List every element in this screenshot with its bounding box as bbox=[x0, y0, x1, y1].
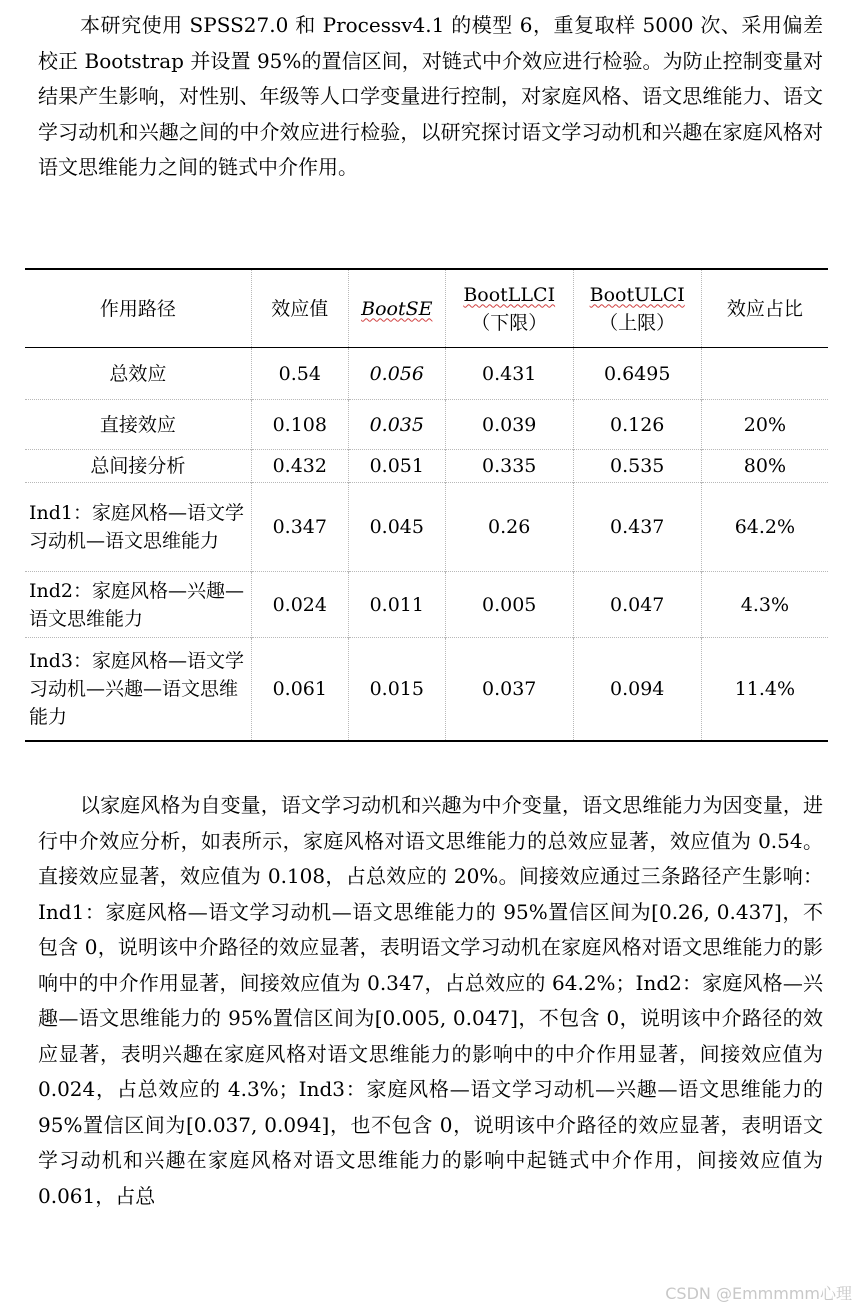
cell-se: 0.035 bbox=[348, 400, 445, 450]
cell-effect: 0.108 bbox=[251, 400, 348, 450]
intro-paragraph: 本研究使用 SPSS27.0 和 Processv4.1 的模型 6，重复取样 5000 次、采用偏差校正 Bootstrap 并设置 95%的置信区间，对链式中介效应进行检验。为防止控制变量对结果产生影响，对性别、年级等人口学变量进行控制，对家庭风格、语文思维能力、语文学习动机和兴趣之间的中介效应进行检验，以研究探讨语文学习动机和兴趣在家庭风格对语文思维能力之间的链式中介作用。 bbox=[38, 13, 823, 179]
table-row bbox=[25, 638, 828, 741]
header-effect: 效应值 bbox=[251, 269, 348, 348]
cell-path: Ind1：家庭风格—语文学习动机—语文思维能力 bbox=[25, 483, 251, 572]
cell-se: 0.045 bbox=[348, 483, 445, 572]
header-path: 作用路径 bbox=[25, 269, 251, 348]
cell-path: 直接效应 bbox=[25, 400, 251, 450]
cell-llci: 0.335 bbox=[445, 450, 573, 483]
table-row bbox=[25, 348, 828, 400]
table-row bbox=[25, 483, 828, 572]
header-ulci bbox=[573, 269, 701, 348]
table-header-row bbox=[25, 269, 828, 348]
cell-llci: 0.005 bbox=[445, 572, 573, 638]
cell-ulci: 0.094 bbox=[573, 638, 701, 741]
cell-effect: 0.024 bbox=[251, 572, 348, 638]
table-row bbox=[25, 400, 828, 450]
cell-llci: 0.431 bbox=[445, 348, 573, 400]
header-bootse bbox=[348, 269, 445, 348]
table-row bbox=[25, 572, 828, 638]
mediation-effect-table bbox=[25, 268, 828, 742]
cell-effect: 0.432 bbox=[251, 450, 348, 483]
header-ulci-label: BootULCI bbox=[589, 283, 685, 306]
header-ulci-sub: （上限） bbox=[599, 311, 676, 334]
cell-se: 0.051 bbox=[348, 450, 445, 483]
cell-ratio bbox=[701, 348, 828, 400]
cell-ulci: 0.535 bbox=[573, 450, 701, 483]
cell-ulci: 0.437 bbox=[573, 483, 701, 572]
header-llci-sub: （下限） bbox=[471, 311, 548, 334]
cell-effect: 0.54 bbox=[251, 348, 348, 400]
header-llci-label: BootLLCI bbox=[463, 283, 556, 306]
cell-se: 0.056 bbox=[348, 348, 445, 400]
table-row bbox=[25, 450, 828, 483]
cell-path: Ind3：家庭风格—语文学习动机—兴趣—语文思维能力 bbox=[25, 638, 251, 741]
cell-se: 0.015 bbox=[348, 638, 445, 741]
cell-ratio: 20% bbox=[701, 400, 828, 450]
watermark: CSDN @Emmmmm心理 bbox=[663, 1281, 854, 1304]
cell-ulci: 0.126 bbox=[573, 400, 701, 450]
header-bootse-label: BootSE bbox=[361, 297, 433, 320]
cell-ratio: 64.2% bbox=[701, 483, 828, 572]
cell-effect: 0.061 bbox=[251, 638, 348, 741]
cell-ratio: 80% bbox=[701, 450, 828, 483]
cell-ulci: 0.6495 bbox=[573, 348, 701, 400]
cell-ratio: 4.3% bbox=[701, 572, 828, 638]
cell-llci: 0.039 bbox=[445, 400, 573, 450]
cell-se: 0.011 bbox=[348, 572, 445, 638]
cell-effect: 0.347 bbox=[251, 483, 348, 572]
cell-llci: 0.26 bbox=[445, 483, 573, 572]
cell-path: Ind2：家庭风格—兴趣—语文思维能力 bbox=[25, 572, 251, 638]
cell-ulci: 0.047 bbox=[573, 572, 701, 638]
header-ratio: 效应占比 bbox=[701, 269, 828, 348]
cell-llci: 0.037 bbox=[445, 638, 573, 741]
cell-path: 总间接分析 bbox=[25, 450, 251, 483]
header-llci bbox=[445, 269, 573, 348]
analysis-paragraph: 以家庭风格为自变量，语文学习动机和兴趣为中介变量，语文思维能力为因变量，进行中介效应分析，如表所示，家庭风格对语文思维能力的总效应显著，效应值为 0.54。直接效应显著，效应值为 0.108，占总效应的 20%。间接效应通过三条路径产生影响：Ind1：家庭风格—语文学习动机—语文思维能力的 95%置信区间为[0.26, 0.437]，不包含 0，说明该中介路径的效应显著，表明语文学习动机在家庭风格对语文思维能力的影响中的中介作用显著，间接效应值为 0.347，占总效应的 64.2%；Ind2：家庭风格—兴趣—语文思维能力的 95%置信区间为[0.005, 0.047]，不包含 0，说明该中介路径的效应显著，表明兴趣在家庭风格对语文思维能力的影响中的中介作用显著，间接效应值为 0.024，占总效应的 4.3%；Ind3：家庭风格—语文学习动机—兴趣—语文思维能力的 95%置信区间为[0.037, 0.094]，也不包含 0，说明该中介路径的效应显著，表明语文学习动机和兴趣在家庭风格对语文思维能力的影响中起链式中介作用，间接效应值为 0.061，占总 bbox=[38, 793, 823, 1208]
cell-ratio: 11.4% bbox=[701, 638, 828, 741]
cell-path: 总效应 bbox=[25, 348, 251, 400]
